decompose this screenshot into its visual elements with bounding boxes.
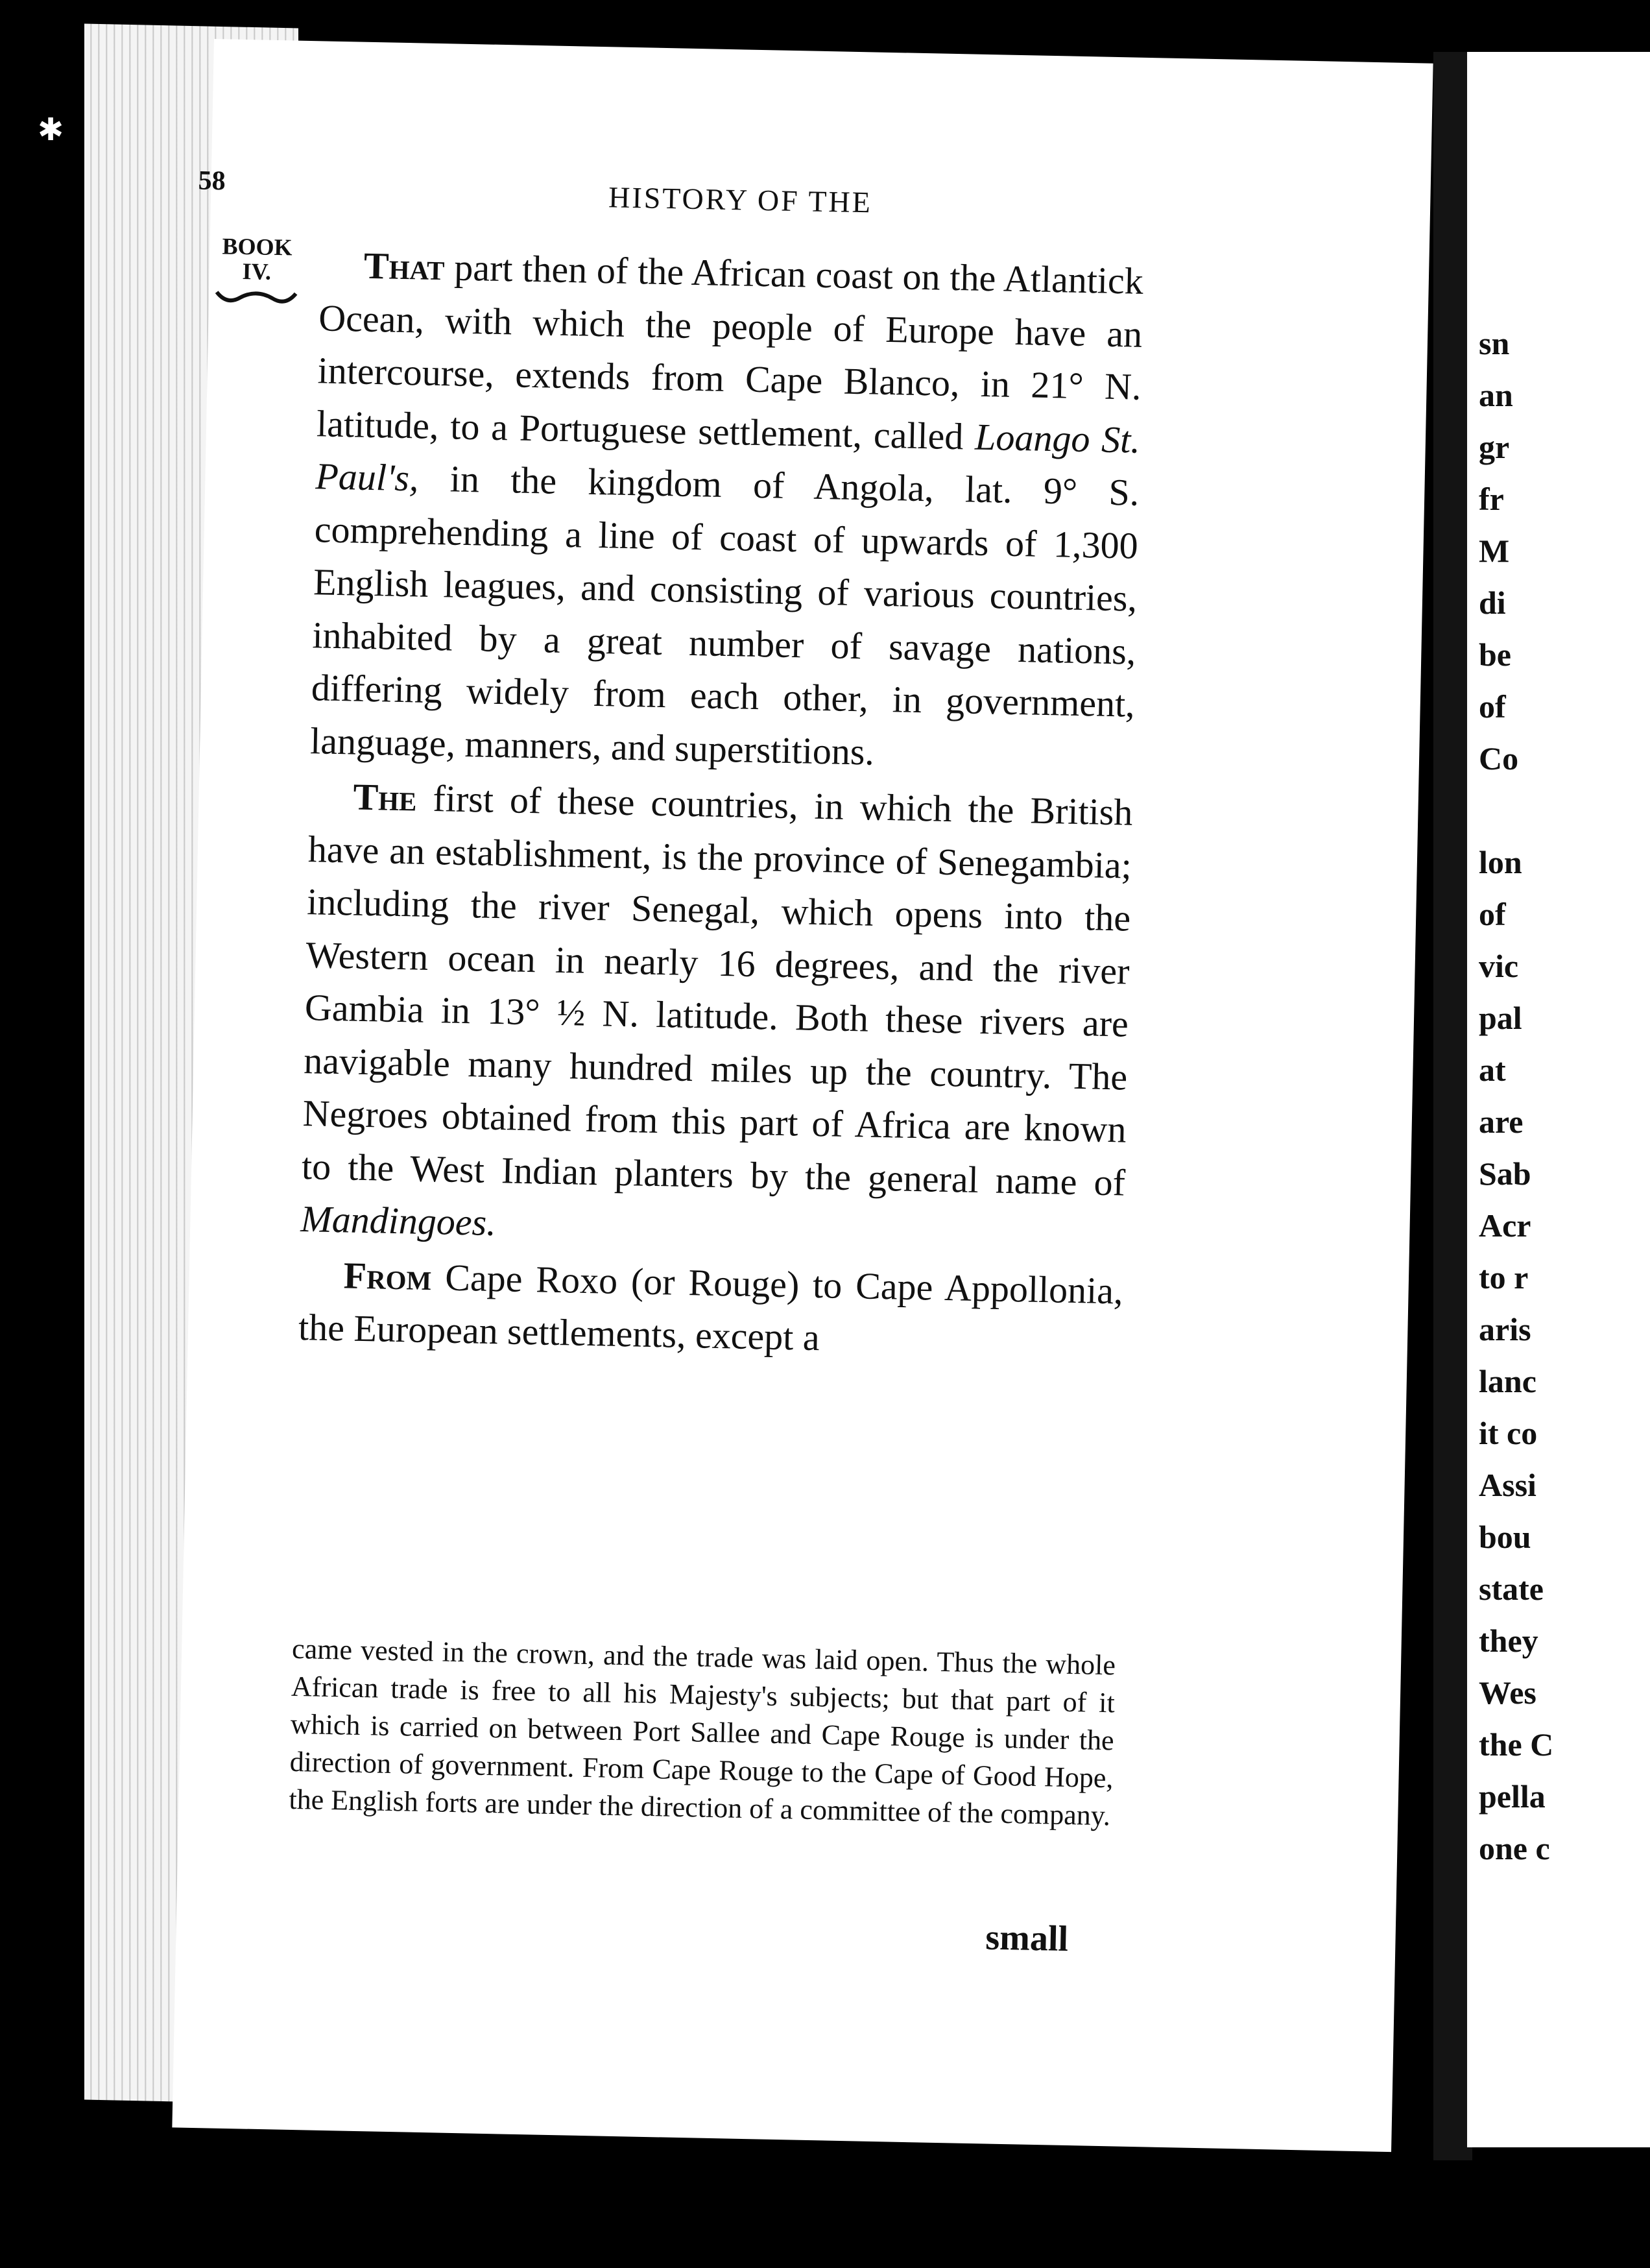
- facing-page-fragment: Wes: [1479, 1674, 1536, 1711]
- side-note-line2: IV.: [242, 258, 272, 285]
- facing-page: [1467, 52, 1650, 2147]
- facing-page-fragment: to r: [1479, 1259, 1529, 1296]
- facing-page-fragment: lon: [1479, 844, 1522, 880]
- page-number: 58: [198, 165, 226, 197]
- paragraph-1-tail: in the kingdom of Angola, lat. 9° S. comprehending a line of coast of upwards of 1,300 English leagues, and consisting of various countries, inhabited by a great number of savage nations, differing widely from each other, in government, language, manners, and superstitions.: [309, 457, 1140, 773]
- bracket-ornament-icon: [214, 288, 299, 309]
- book-gutter: [1433, 52, 1472, 2160]
- paragraph-1-lead: That: [363, 244, 446, 289]
- facing-page-fragment: the C: [1479, 1726, 1554, 1763]
- facing-page-fragment: it co: [1479, 1415, 1538, 1451]
- facing-page-fragment: aris: [1479, 1311, 1531, 1347]
- facing-page-fragment: fr: [1479, 481, 1504, 517]
- paragraph-2-italic: Mandingoes.: [300, 1198, 497, 1244]
- facing-page-fragment: bou: [1479, 1519, 1531, 1555]
- facing-page-fragment: state: [1479, 1571, 1544, 1607]
- facing-page-fragment: one c: [1479, 1830, 1550, 1866]
- paragraph-2-lead: The: [352, 775, 418, 819]
- paragraph-3-text: Cape Roxo (or Rouge) to Cape Appollonia, the European settlements, except a: [298, 1255, 1124, 1359]
- facing-page-fragment: be: [1479, 636, 1511, 673]
- paragraph-3-lead: From: [343, 1253, 433, 1298]
- paragraph-2: [300, 769, 1133, 1262]
- facing-page-fragment: pella: [1479, 1778, 1546, 1815]
- side-note-book: [214, 234, 300, 309]
- facing-page-fragment: of: [1479, 688, 1506, 725]
- paragraph-1-italic: Loango St. Paul's,: [315, 415, 1141, 500]
- facing-page-fragment: Co: [1479, 740, 1519, 777]
- catchword: small: [985, 1917, 1069, 1960]
- facing-page-fragment: lanc: [1479, 1363, 1536, 1399]
- facing-page-fragment: at: [1479, 1052, 1506, 1088]
- facing-page-fragment: pal: [1479, 1000, 1522, 1036]
- running-head: HISTORY OF THE: [608, 180, 873, 219]
- facing-page-fragment: Assi: [1479, 1467, 1536, 1503]
- paragraph-2-text: first of these countries, in which the British have an establishment, is the province of Senegambia; including the river Senegal, which opens into the Western ocean in nearly 16 degrees, and the river Gambia in 13° ½ N. latitude. Both these rivers are navigable many hundred miles up the country. The Negroes obtained from this part of Africa are known to the West Indian planters by the general name of: [301, 777, 1134, 1204]
- facing-page-fragment: an: [1479, 377, 1513, 413]
- paragraph-1-text: part then of the African coast on the Atlantick Ocean, with which the people of Europe have an intercourse, extends from Cape Blanco, in 21° N. latitude, to a Portuguese settlement, called: [316, 246, 1144, 458]
- paragraph-3: [298, 1248, 1123, 1370]
- footnote: came vested in the crown, and the trade was laid open. Thus the whole African trade is free to all his Majesty's subjects; but that part of it which is carried on between Port Sallee and Cape Rouge is under the direction of government. From Cape Rouge to the Cape of Good Hope, the English forts are under the direction of a committee of the company.: [289, 1632, 1116, 1832]
- facing-page-fragment: di: [1479, 585, 1506, 621]
- facing-page-fragment: they: [1479, 1623, 1538, 1659]
- paragraph-1: [310, 238, 1144, 783]
- facing-page-fragment: vic: [1479, 948, 1519, 984]
- facing-page-fragment: sn: [1479, 325, 1510, 361]
- facing-page-fragment: Acr: [1479, 1207, 1531, 1244]
- facing-page-fragment: M: [1479, 533, 1510, 569]
- left-page: [172, 39, 1433, 2152]
- side-note-line1: BOOK: [222, 233, 293, 261]
- body-text: [298, 235, 1143, 1370]
- facing-page-fragment: gr: [1479, 429, 1510, 465]
- facing-page-fragment: Sab: [1479, 1155, 1531, 1192]
- facing-page-fragment: of: [1479, 896, 1506, 932]
- facing-page-fragment: are: [1479, 1104, 1524, 1140]
- scan-speck-icon: ✱: [38, 113, 64, 147]
